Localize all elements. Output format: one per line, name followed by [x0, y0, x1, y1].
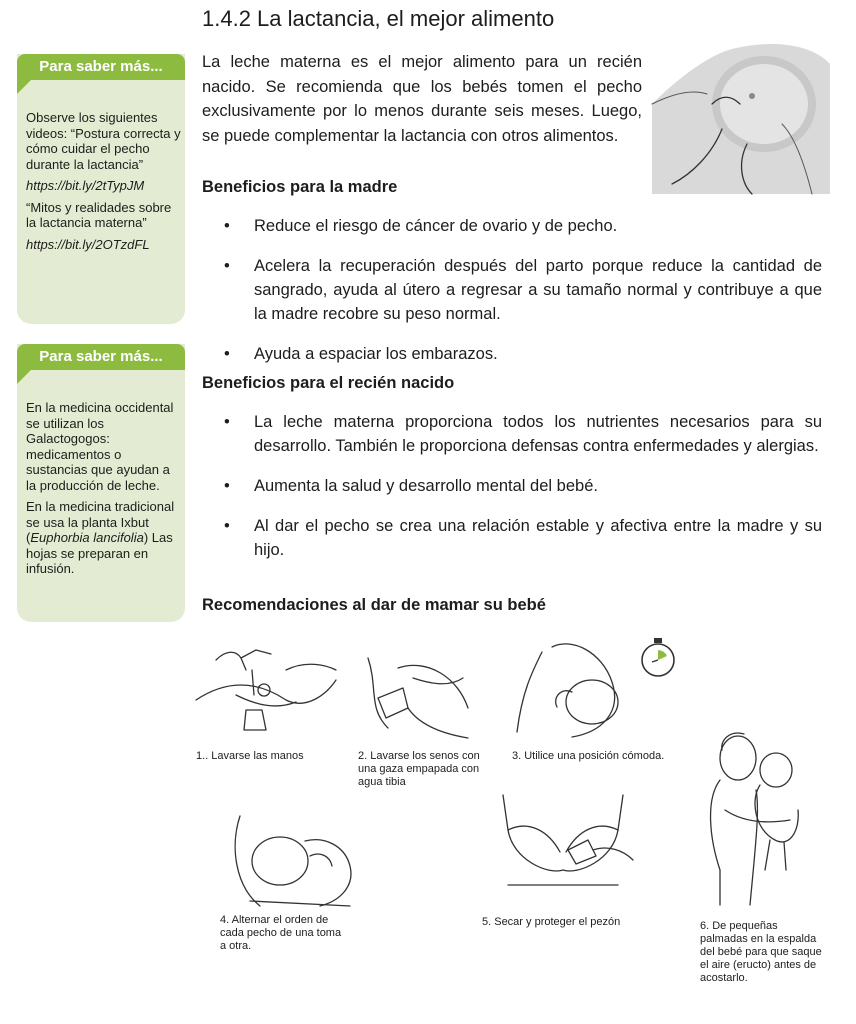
- illustration-wash-hands: [196, 640, 336, 740]
- caption-1: 1.. Lavarse las manos: [196, 750, 304, 762]
- sidebar-2-text-2: En la medicina tradicional se usa la planta Ixbut (Euphorbia lancifolia) Las hojas se preparan en infusión.: [26, 499, 175, 576]
- illustration-wash-breasts: [358, 648, 478, 748]
- sidebar-1-link-1[interactable]: https://bit.ly/2tTypJM: [26, 178, 145, 193]
- section-title: 1.4.2 La lactancia, el mejor alimento: [202, 6, 555, 31]
- list-item: • Reduce el riesgo de cáncer de ovario y de pecho.: [224, 217, 618, 235]
- baby-benefits-heading: Beneficios para el recién nacido: [202, 374, 455, 392]
- breastfeeding-photo: [652, 34, 830, 194]
- list-item: • Aumenta la salud y desarrollo mental del bebé.: [224, 477, 598, 495]
- sidebar-2-text-1: En la medicina occidental se utilizan los Galactogogos: medicamentos o sustancias que ayudan a la producción de leche.: [26, 400, 174, 493]
- latin-name: Euphorbia lancifolia: [30, 530, 144, 545]
- sidebar-1-text-2: “Mitos y realidades sobre la lactancia materna”: [26, 199, 172, 230]
- illustration-burping-baby: [700, 730, 818, 910]
- list-item: • La leche materna proporciona todos los nutrientes necesarios para su desarrollo. También le proporciona defensas contra enfermedades y alergias.: [224, 413, 822, 455]
- sidebar-box-2: [17, 344, 185, 622]
- mother-benefits-heading: Beneficios para la madre: [202, 178, 398, 196]
- illustration-dry-nipple: [488, 790, 638, 905]
- sidebar-box-1: [17, 54, 185, 324]
- sidebar-1-link-2[interactable]: https://bit.ly/2OTzdFL: [26, 236, 150, 252]
- baby-benefits-list: [202, 410, 822, 562]
- list-item: • Ayuda a espaciar los embarazos.: [224, 345, 498, 363]
- sidebar-box-2-title: Para saber más...: [17, 344, 185, 370]
- caption-2: 2. Lavarse los senos con una gaza empapada con agua tibia: [358, 750, 480, 788]
- caption-6: 6. De pequeñas palmadas en la espalda del bebé para que saque el aire (eructo) antes de acostarlo.: [700, 920, 822, 984]
- illustration-alternate-breast: [220, 806, 370, 911]
- sidebar-box-1-title: Para saber más...: [17, 54, 185, 80]
- list-item: • Acelera la recuperación después del parto porque reduce la cantidad de sangrado, ayuda al útero a regresar a su tamaño normal y contribuye a que la madre recobre su peso normal.: [224, 257, 822, 323]
- recommendations-heading: Recomendaciones al dar de mamar su bebé: [202, 596, 546, 614]
- caption-4: 4. Alternar el orden de cada pecho de una toma a otra.: [220, 914, 342, 952]
- list-item: • Al dar el pecho se crea una relación estable y afectiva entre la madre y su hijo.: [224, 517, 822, 559]
- caption-3: 3. Utilice una posición cómoda.: [512, 750, 665, 762]
- intro-paragraph: La leche materna es el mejor alimento para un recién nacido. Se recomienda que los bebés tomen el pecho exclusivamente por lo menos durante seis meses. Luego, se puede complementar la lactancia con otros alimentos.: [202, 53, 642, 145]
- sidebar-1-text-1: Observe los siguientes videos: “Postura correcta y cómo cuidar el pecho durante la lactancia”: [26, 110, 181, 172]
- mother-benefits-list: [202, 214, 822, 366]
- caption-5: 5. Secar y proteger el pezón: [482, 916, 621, 928]
- illustration-comfortable-position: [512, 632, 680, 742]
